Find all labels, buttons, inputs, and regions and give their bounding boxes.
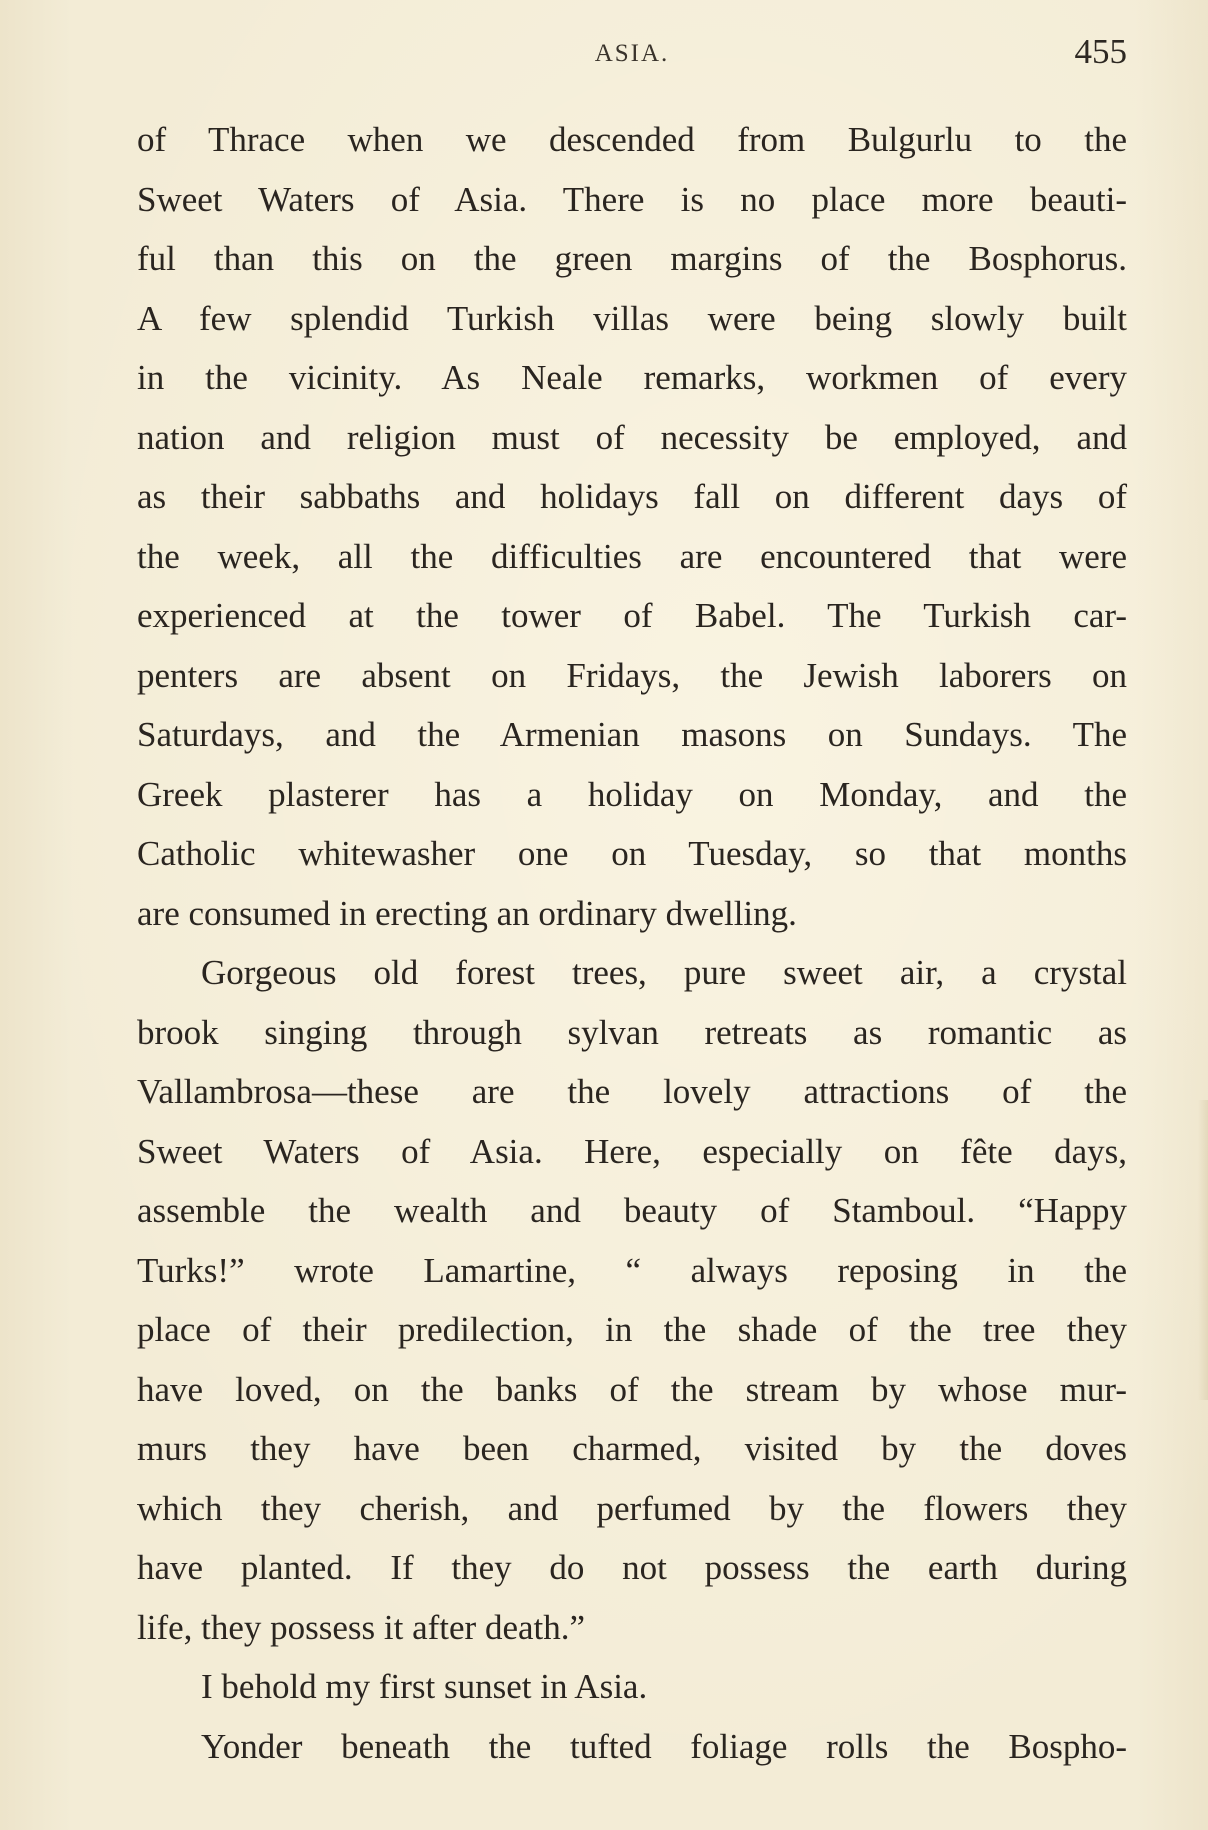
text-line: Sweet Waters of Asia. Here, especially on fête days, [137,1131,1127,1171]
text-line: in the vicinity. As Neale remarks, workmen of every [137,358,1127,397]
page-number: 455 [1074,32,1127,71]
text-line: the week, all the difficulties are encountered that were [137,536,1127,576]
page-edge-shadow [1198,1100,1208,1400]
text-line: Turks!” wrote Lamartine, “ always reposing in the [137,1250,1127,1290]
text-line: nation and religion must of necessity be employed, and [137,417,1127,457]
text-line: Vallambrosa—these are the lovely attractions of the [137,1072,1127,1111]
text-line: have planted. If they do not possess the earth during [137,1548,1127,1587]
text-line: Gorgeous old forest trees, pure sweet air, a crystal [201,953,1127,992]
text-line: assemble the wealth and beauty of Stamboul. “Happy [137,1191,1127,1230]
text-line: of Thrace when we descended from Bulgurlu to the [137,120,1127,159]
text-line: have loved, on the banks of the stream by whose mur- [137,1369,1127,1409]
text-line: Yonder beneath the tufted foliage rolls the Bospho- [201,1726,1127,1766]
text-line: place of their predilection, in the shade of the tree they [137,1310,1127,1349]
body-text [137,110,1127,1776]
text-line: life, they possess it after death.” [137,1607,586,1647]
running-head [137,28,1127,78]
text-line: A few splendid Turkish villas were being slowly built [137,298,1127,338]
text-line: I behold my first sunset in Asia. [201,1667,648,1706]
text-line: Greek plasterer has a holiday on Monday, and the [137,774,1127,814]
text-line: are consumed in erecting an ordinary dwelling. [137,893,797,933]
running-title: ASIA. [594,40,670,67]
text-line: Saturdays, and the Armenian masons on Sundays. The [137,715,1127,754]
text-line: ful than this on the green margins of the Bosphorus. [137,239,1127,278]
text-line: murs they have been charmed, visited by the doves [137,1429,1127,1468]
text-line: Sweet Waters of Asia. There is no place more beauti- [137,179,1127,219]
text-line: penters are absent on Fridays, the Jewish laborers on [137,655,1127,695]
text-line: brook singing through sylvan retreats as romantic as [137,1012,1127,1052]
text-line: as their sabbaths and holidays fall on different days of [137,477,1127,516]
text-line: Catholic whitewasher one on Tuesday, so that months [137,834,1127,873]
text-line: which they cherish, and perfumed by the flowers they [137,1488,1127,1528]
text-line: experienced at the tower of Babel. The Turkish car- [137,596,1127,635]
